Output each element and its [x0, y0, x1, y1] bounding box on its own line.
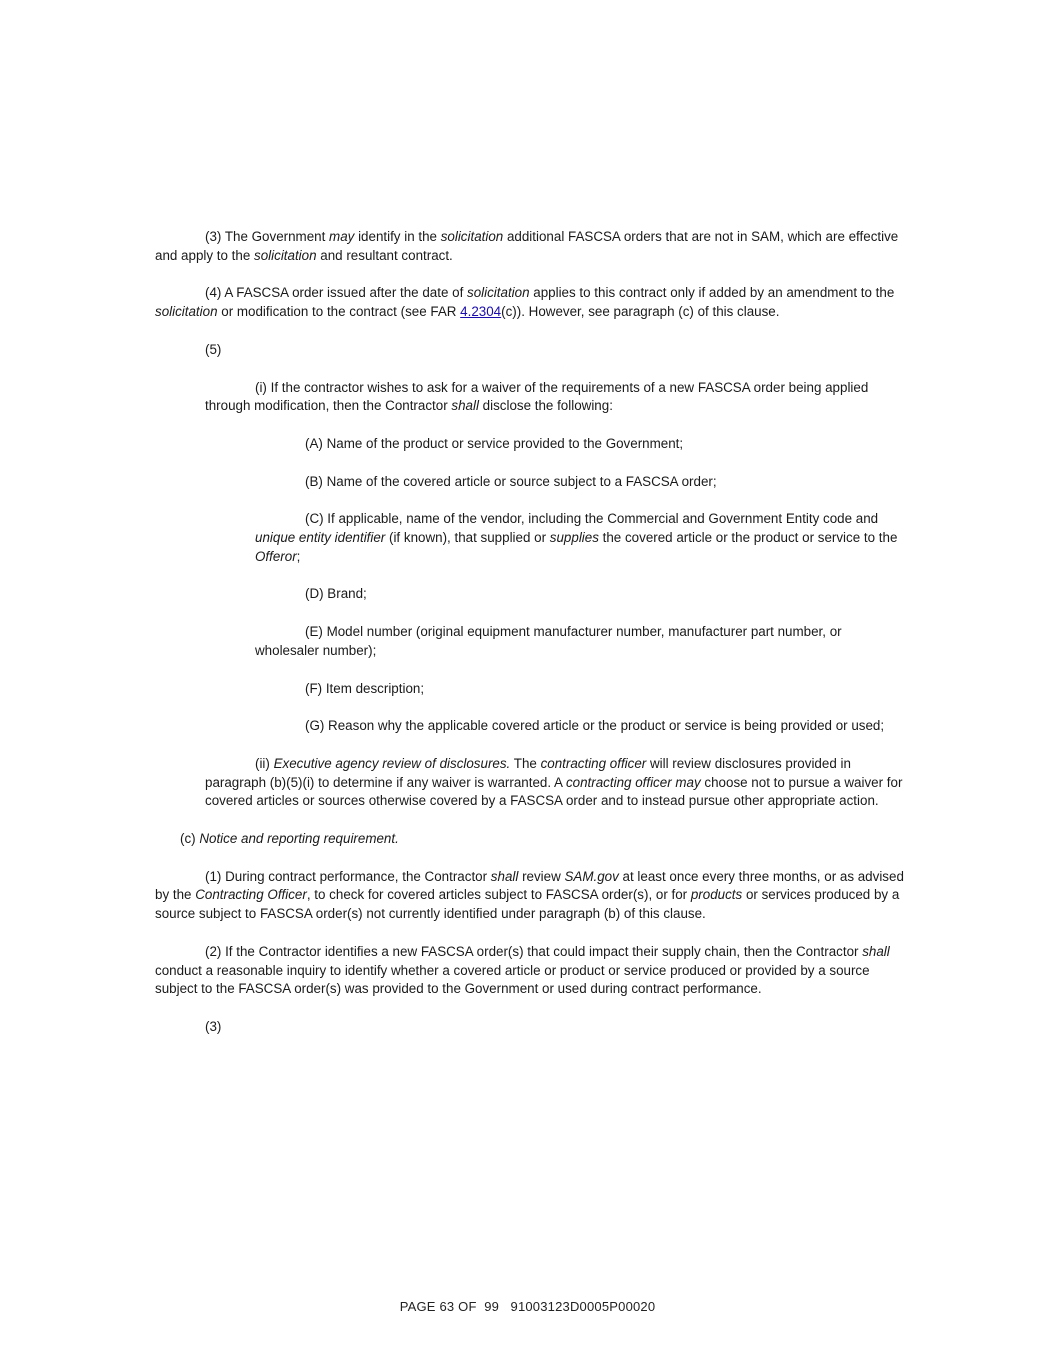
paragraph-b5-i-A: (A) Name of the product or service provided to the Government;: [305, 435, 684, 451]
paragraph-c3-label: (3): [205, 1018, 222, 1034]
page-footer: PAGE 63 OF 99 91003123D0005P00020: [399, 1299, 656, 1314]
paragraph-c1: (1) During contract performance, the Contractor shall review SAM.gov at least once every three months, or as advised by the Contracting Officer, to check for covered articles subject to FASCSA order(s), or for products or services produced by a source subject to FASCSA order(s) not currently identified under paragraph (b) of this clause.: [155, 868, 904, 922]
paragraph-b4: (4) A FASCSA order issued after the date of solicitation applies to this contract only if added by an amendment to the solicitation or modification to the contract (see FAR 4.2304(c)). However, see paragraph (c) of this clause.: [155, 285, 895, 320]
paragraph-b5-i: (i) If the contractor wishes to ask for a waiver of the requirements of a new FASCSA order being applied through modification, then the Contractor shall disclose the following:: [205, 379, 869, 414]
paragraph-b5-i-B: (B) Name of the covered article or source subject to a FASCSA order;: [305, 473, 717, 489]
section-c-heading: (c) Notice and reporting requirement.: [180, 831, 399, 847]
paragraph-b5-i-E: (E) Model number (original equipment manufacturer number, manufacturer part number, or wholesaler number);: [255, 624, 842, 658]
paragraph-b5-i-D: (D) Brand;: [305, 586, 367, 602]
document-body: [155, 228, 905, 1056]
paragraph-b5-label: (5): [205, 341, 222, 357]
paragraph-b3: (3) The Government may identify in the solicitation additional FASCSA orders that are not in SAM, which are effective and apply to the solicitation and resultant contract.: [155, 229, 899, 263]
paragraph-b5-i-C: (C) If applicable, name of the vendor, including the Commercial and Government Entity code and unique entity identifier (if known), that supplied or supplies the covered article or the product or service to the Offeror;: [255, 511, 898, 564]
paragraph-c2: (2) If the Contractor identifies a new FASCSA order(s) that could impact their supply chain, then the Contractor shall conduct a reasonable inquiry to identify whether a covered article or product or service produced or provided by a source subject to the FASCSA order(s) was provided to the Government or used during contract performance.: [155, 943, 890, 997]
paragraph-b5-i-G: (G) Reason why the applicable covered article or the product or service is being provided or used;: [305, 718, 885, 734]
paragraph-b5-i-F: (F) Item description;: [305, 680, 425, 696]
far-4-2304-link[interactable]: 4.2304: [460, 304, 502, 320]
paragraph-b5-ii: (ii) Executive agency review of disclosures. The contracting officer will review disclosures provided in paragraph (b)(5)(i) to determine if any waiver is warranted. A contracting officer may choose not to pursue a waiver for covered articles or sources otherwise covered by a FASCSA order and to instead pursue other appropriate action.: [205, 755, 903, 809]
